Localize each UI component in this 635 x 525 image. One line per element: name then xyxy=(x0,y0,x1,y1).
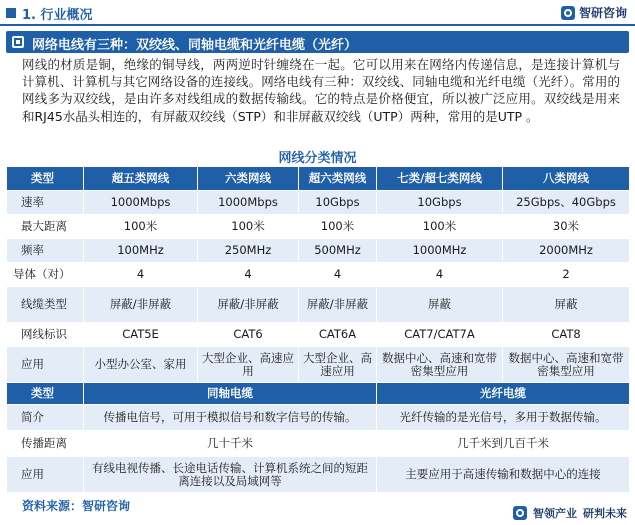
intro-paragraph: 网线的材质是铜，绝缘的铜导线，两两逆时针缠绕在一起。它可以用来在网络内传递信息，是连接计算机与计算机、计算机与其它网络设备的连接线。网络电线有三种：双绞线、同轴电缆和光纤电缆（光纤）。常用的网线多为双绞线，是由许多对线组成的数据传输线。它的特点是价格便宜，所以被广泛应用。双绞线是用来和RJ45水晶头相连的，有屏蔽双绞线（STP）和非屏蔽双绞线（UTP）两种，常用的是UTP 。 xyxy=(22,57,620,124)
banner-square-icon xyxy=(12,36,24,48)
row-label: 速率 xyxy=(7,191,84,215)
section-square-icon xyxy=(6,8,16,18)
row-label: 传播距离 xyxy=(7,431,84,457)
header-cell: 超六类网线 xyxy=(299,167,377,191)
row-label: 简介 xyxy=(7,405,84,431)
row-label: 线缆类型 xyxy=(7,287,84,323)
table-cell: 主要应用于高速传输和数据中心的连接 xyxy=(377,457,630,493)
table-row xyxy=(7,431,630,457)
twisted-header-row xyxy=(7,167,630,191)
table-cell: 1000Mbps xyxy=(84,191,198,215)
table-cell: 有线电视传播、长途电话传输、计算机系统之间的短距离连接以及局域网等 xyxy=(84,457,377,493)
table-cell: CAT6 xyxy=(198,323,299,347)
table-row xyxy=(7,263,630,287)
footer-slogan xyxy=(513,505,627,521)
table-cell: 4 xyxy=(198,263,299,287)
table-row xyxy=(7,405,630,431)
section-title: 1. 行业概况 xyxy=(22,8,93,23)
header-cell: 同轴电缆 xyxy=(84,383,377,405)
data-source: 资料来源：智研咨询 xyxy=(22,499,131,513)
table-cell: 1000Mbps xyxy=(198,191,299,215)
banner-title: 网络电线有三种：双绞线、同轴电缆和光纤电缆（光纤） xyxy=(32,38,358,53)
table-cell: CAT6A xyxy=(299,323,377,347)
table-cell: 4 xyxy=(377,263,503,287)
table-row xyxy=(7,457,630,493)
brand-name: 智研咨询 xyxy=(578,6,627,20)
top-header xyxy=(0,0,635,26)
header-cell: 光纤电缆 xyxy=(377,383,630,405)
row-label: 应用 xyxy=(7,457,84,493)
row-label: 最大距离 xyxy=(7,215,84,239)
table-cell: 小型办公室、家用 xyxy=(84,347,198,383)
table-cell: 屏蔽/非屏蔽 xyxy=(84,287,198,323)
slogan-left: 智领产业 xyxy=(533,507,577,520)
other-header-row xyxy=(7,383,630,405)
brand-logo-icon xyxy=(561,6,575,20)
table-cell: 几千米到几百千米 xyxy=(377,431,630,457)
table-cell: 250MHz xyxy=(198,239,299,263)
footer-logo-icon xyxy=(513,506,527,520)
row-label: 应用 xyxy=(7,347,84,383)
cable-classification-table xyxy=(6,166,630,493)
table-cell: 100米 xyxy=(198,215,299,239)
table-cell: 屏蔽 xyxy=(503,287,630,323)
table-cell: 光纤传输的是光信号，多用于数据传输。 xyxy=(377,405,630,431)
table-cell: 数据中心、高速和宽带密集型应用 xyxy=(377,347,503,383)
header-cell: 类型 xyxy=(7,383,84,405)
table-cell: 25Gbps、40Gbps xyxy=(503,191,630,215)
table-cell: 4 xyxy=(299,263,377,287)
table-cell: 500MHz xyxy=(299,239,377,263)
table-cell: 数据中心、高速和宽带密集型应用 xyxy=(503,347,630,383)
header-cell: 类型 xyxy=(7,167,84,191)
table-row xyxy=(7,191,630,215)
brand-logo xyxy=(561,4,627,21)
table-title: 网线分类情况 xyxy=(278,151,357,166)
table-cell: 1000MHz xyxy=(377,239,503,263)
row-label: 网线标识 xyxy=(7,323,84,347)
table-row xyxy=(7,287,630,323)
row-label: 频率 xyxy=(7,239,84,263)
table-cell: 传播电信号，可用于模拟信号和数字信号的传输。 xyxy=(84,405,377,431)
slogan-right: 研判未来 xyxy=(583,507,627,520)
table-cell: 几十千米 xyxy=(84,431,377,457)
table-cell: 10Gbps xyxy=(377,191,503,215)
table-cell: 屏蔽/非屏蔽 xyxy=(198,287,299,323)
table-cell: 屏蔽 xyxy=(377,287,503,323)
table-cell: CAT7/CAT7A xyxy=(377,323,503,347)
row-label: 导体（对） xyxy=(7,263,84,287)
topic-banner xyxy=(6,31,629,53)
table-cell: 30米 xyxy=(503,215,630,239)
table-cell: 100米 xyxy=(299,215,377,239)
table-row xyxy=(7,239,630,263)
table-row xyxy=(7,215,630,239)
table-row xyxy=(7,323,630,347)
table-cell: CAT5E xyxy=(84,323,198,347)
table-cell: 10Gbps xyxy=(299,191,377,215)
table-cell: 100米 xyxy=(84,215,198,239)
table-cell: 100米 xyxy=(377,215,503,239)
header-divider xyxy=(0,24,635,26)
table-cell: CAT8 xyxy=(503,323,630,347)
table-cell: 2000MHz xyxy=(503,239,630,263)
table-cell: 100MHz xyxy=(84,239,198,263)
table-cell: 大型企业、高速应用 xyxy=(299,347,377,383)
table-cell: 屏蔽/非屏蔽 xyxy=(299,287,377,323)
table-row xyxy=(7,347,630,383)
header-cell: 八类网线 xyxy=(503,167,630,191)
header-cell: 七类/超七类网线 xyxy=(377,167,503,191)
table-cell: 大型企业、高速应用 xyxy=(198,347,299,383)
table-cell: 4 xyxy=(84,263,198,287)
header-cell: 六类网线 xyxy=(198,167,299,191)
header-cell: 超五类网线 xyxy=(84,167,198,191)
table-cell: 2 xyxy=(503,263,630,287)
